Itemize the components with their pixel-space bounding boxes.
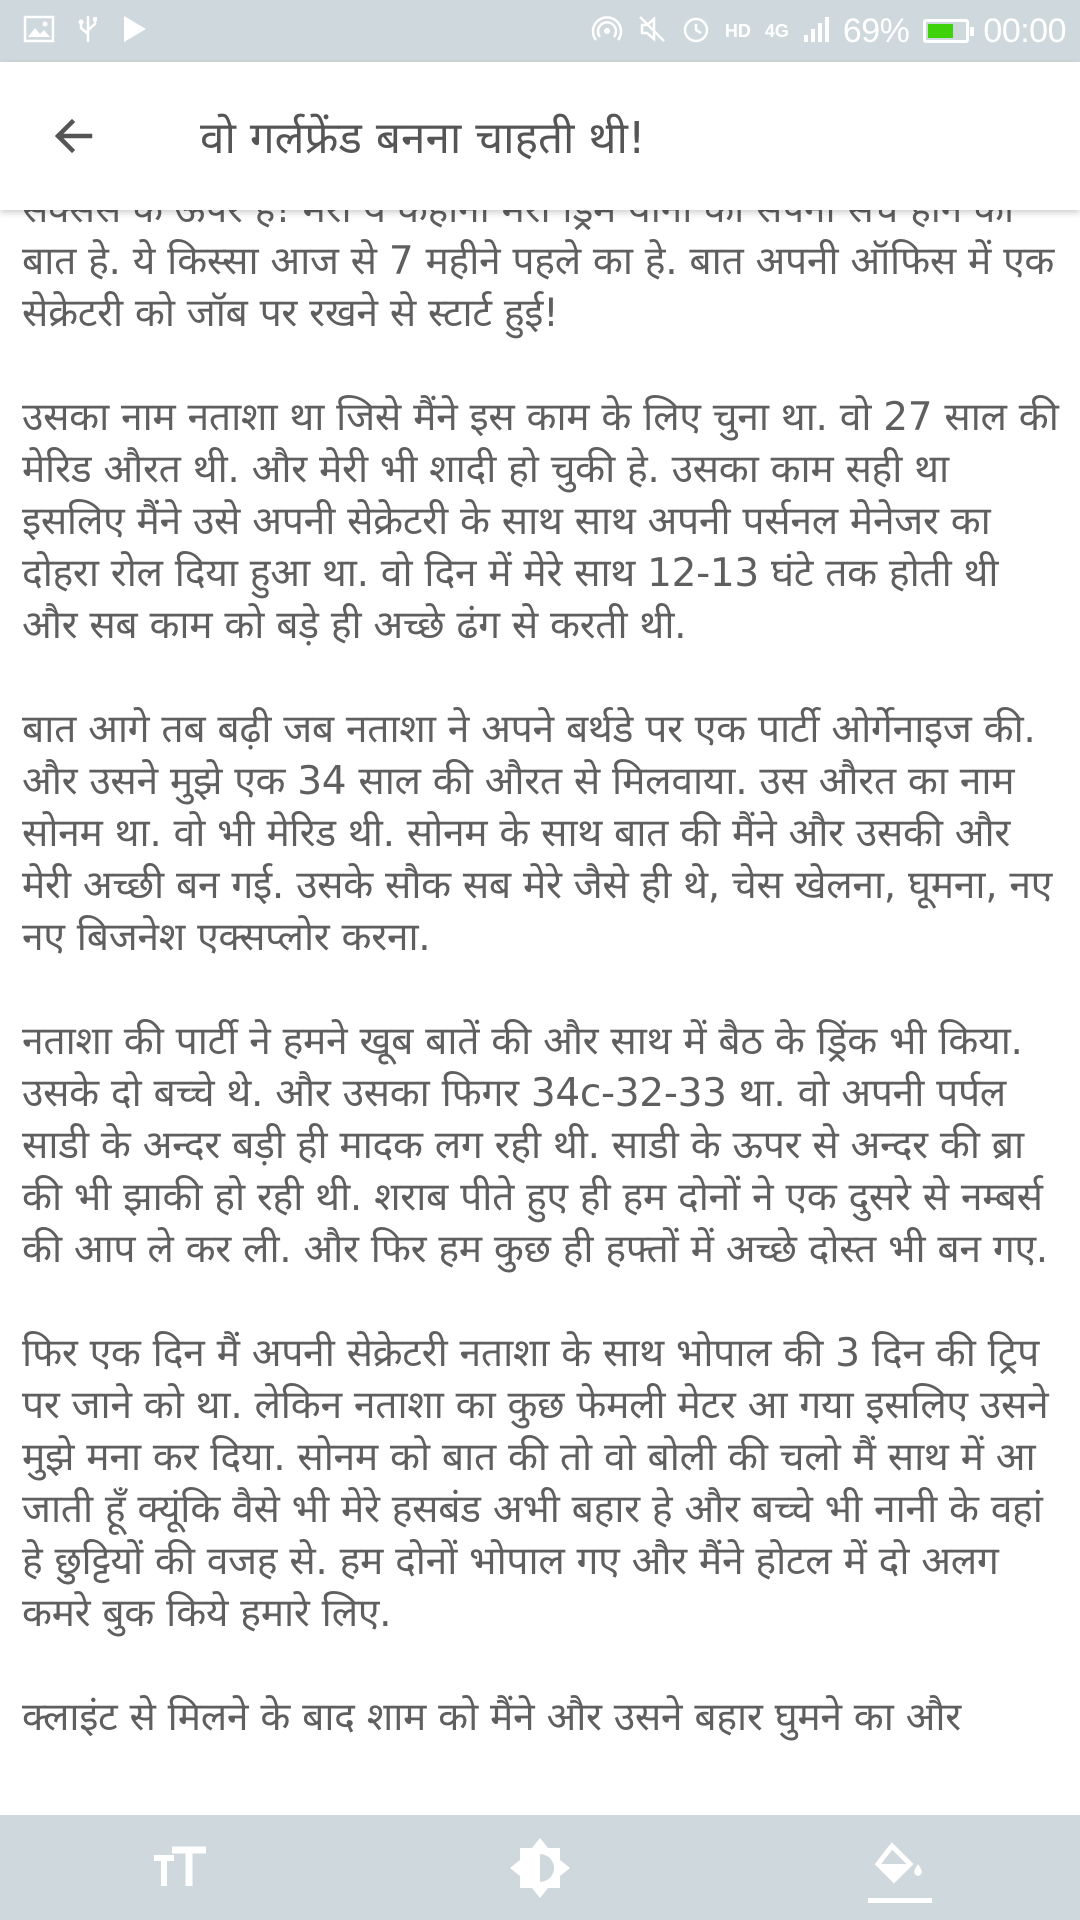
hotspot-icon (591, 13, 623, 49)
app-bar (0, 62, 1080, 210)
story-paragraph: क्लाइंट से मिलने के बाद शाम को मैंने और उसने बहार घुमने का और (22, 1695, 961, 1740)
story-content[interactable] (0, 210, 1080, 1815)
clock: 00:00 (983, 11, 1066, 50)
active-indicator (868, 1898, 932, 1903)
status-left-icons (24, 14, 148, 48)
mute-icon (637, 14, 667, 48)
paint-bucket-icon (872, 1842, 928, 1894)
back-button[interactable] (44, 106, 104, 166)
arrow-back-icon (50, 112, 98, 160)
bottom-toolbar (0, 1815, 1080, 1920)
story-paragraph: नताशा की पार्टी ने हमने खूब बातें की और साथ में बैठ के ड्रिंक भी किया. उसके दो बच्चे थे. और उसका फिगर 34c-32-33 था. वो अपनी पर्पल साडी के अन्दर बड़ी ही मादक लग रही थी. साडी के ऊपर से अन्दर की ब्रा की भी झाकी हो रही थी. शराब पीते हुए ही हम दोनों ने एक दुसरे से नम्बर्स की आप ले कर ली. और फिर हम कुछ ही हफ्तों में अच्छे दोस्त भी बन गए. (22, 1019, 1048, 1272)
signal-icon (803, 15, 829, 47)
play-store-icon (122, 14, 148, 48)
image-notification-icon (24, 16, 54, 46)
story-paragraph: उसका नाम नताशा था जिसे मैंने इस काम के लिए चुना था. वो 27 साल की मेरिड औरत थी. और मेरी भी शादी हो चुकी हे. उसका काम सही था इसलिए मैंने उसे अपनी सेक्रेटरी के साथ साथ अपनी पर्सनल मेनेजर का दोहरा रोल दिया हुआ था. वो दिन में मेरे साथ 12-13 घंटे तक होती थी और सब काम को बड़े ही अच्छे ढंग से करती थी. (22, 395, 1059, 648)
battery-fill (928, 24, 953, 38)
brightness-icon (508, 1836, 572, 1900)
brightness-button[interactable] (480, 1823, 600, 1913)
story-paragraph: बात आगे तब बढ़ी जब नताशा ने अपने बर्थडे पर एक पार्टी ओर्गेनाइज की. और उसने मुझे एक 34 साल की औरत से मिलवाया. उस औरत का नाम सोनम था. वो भी मेरिड थी. सोनम के साथ बात की मैंने और उसकी और मेरी अच्छी बन गई. उसके सौक सब मेरे जैसे ही थे, चेस खेलना, घूमना, नए नए बिजनेश एक्सप्लोर करना. (22, 707, 1053, 960)
text-size-icon (152, 1846, 208, 1890)
hd-indicator: HD (724, 20, 751, 41)
alarm-icon (681, 14, 711, 48)
story-text (22, 184, 1062, 1796)
status-bar (0, 0, 1080, 62)
theme-button[interactable] (840, 1823, 960, 1913)
battery-icon (923, 19, 969, 43)
story-paragraph: फिर एक दिन मैं अपनी सेक्रेटरी नताशा के साथ भोपाल की 3 दिन की ट्रिप पर जाने को था. लेकिन नताशा का कुछ फेमली मेटर आ गया इसलिए उसने मुझे मना कर दिया. सोनम को बात की तो वो बोली की चलो मैं साथ में आ जाती हूँ क्यूंकि वैसे भी मेरे हसबंड अभी बहार हे और बच्चे भी नानी के वहां हे छुट्टियों की वजह से. हम दोनों भोपाल गए और मैंने होटल में दो अलग कमरे बुक किये हमारे लिए. (22, 1331, 1049, 1636)
page-title: वो गर्लफ्रेंड बनना चाहती थी! (200, 113, 646, 164)
battery-percent: 69% (842, 11, 910, 50)
story-paragraph: बात हे. ये किस्सा आज से 7 महीने पहले का हे. बात अपनी ऑफिस में एक सेक्रेटरी को जॉब पर रखने से स्टार्ट हुई! (22, 239, 1055, 336)
text-size-button[interactable] (120, 1823, 240, 1913)
status-right-icons (591, 12, 1066, 51)
usb-icon (76, 14, 100, 48)
network-type: 4G (764, 20, 789, 41)
